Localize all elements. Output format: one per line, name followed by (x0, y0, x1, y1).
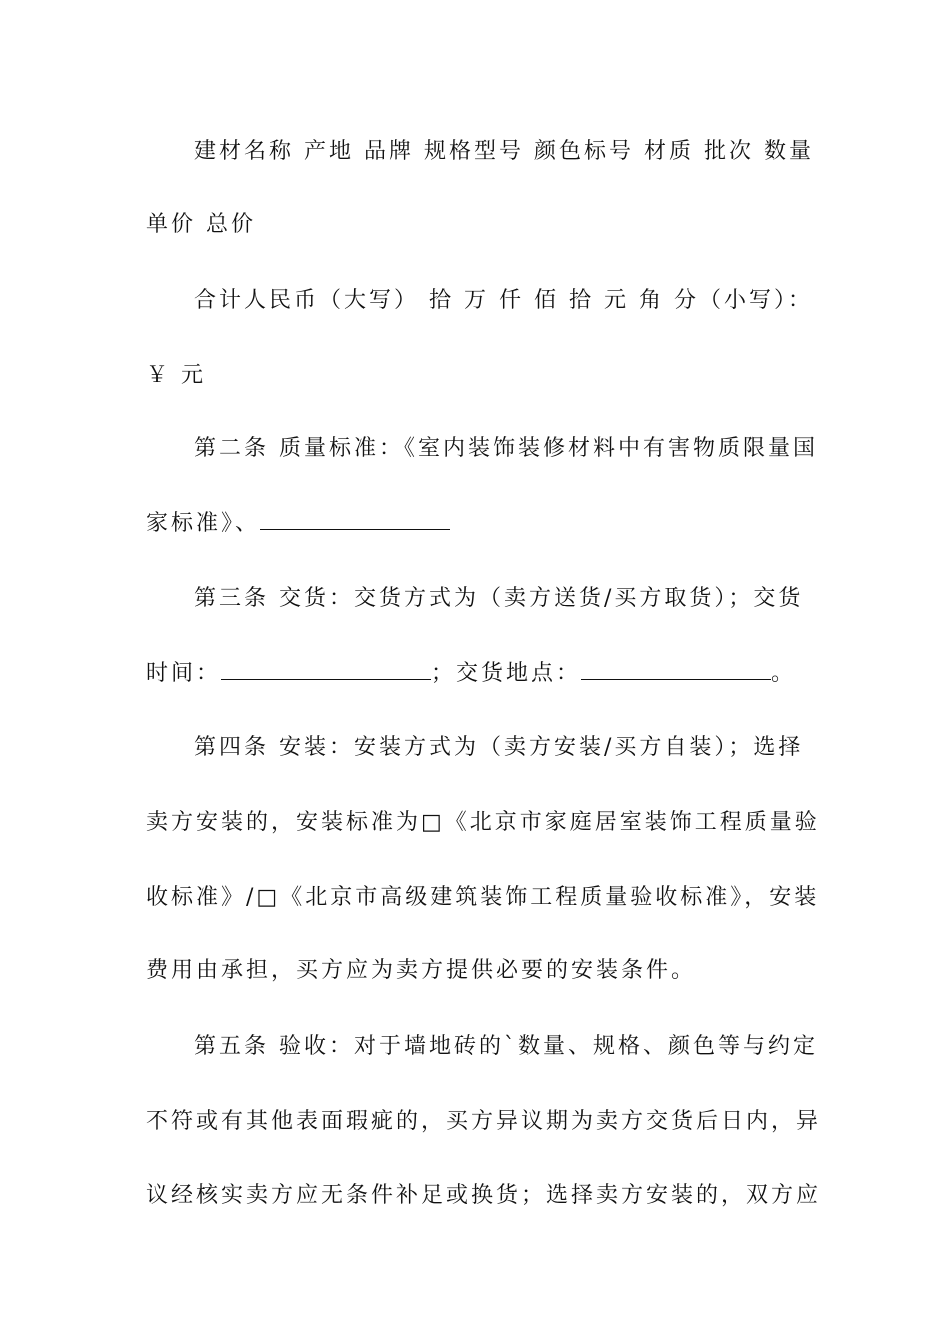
article-2-quality-cont (146, 509, 816, 539)
material-columns-line: 建材名称 产地 品牌 规格型号 颜色标号 材质 批次 数量 (194, 139, 814, 164)
article-4-install: 第四条 安装：安装方式为（卖方安装/买方自装）；选择 (194, 735, 804, 760)
article-5-acceptance: 第五条 验收：对于墙地砖的`数量、规格、颜色等与约定 (194, 1034, 818, 1059)
delivery-time-blank (221, 659, 431, 680)
delivery-place-blank (581, 659, 771, 680)
article-2-quality: 第二条 质量标准：《室内装饰装修材料中有害物质限量国 (194, 436, 818, 461)
article-4-install-cont-3: 费用由承担，买方应为卖方提供必要的安装条件。 (146, 958, 697, 983)
article-4-install-cont-2: 收标准》/□《北京市高级建筑装饰工程质量验收标准》，安装 (146, 885, 820, 910)
delivery-time-label: 时间： (146, 661, 222, 686)
article-5-acceptance-cont-1: 不符或有其他表面瑕疵的，买方异议期为卖方交货后日内，异 (146, 1109, 822, 1134)
article-2-text: 家标准》、 (146, 511, 261, 536)
standard-blank (260, 509, 450, 530)
article-3-delivery-cont (146, 659, 816, 689)
material-columns-line-cont: 单价 总价 (146, 212, 256, 237)
total-amount-line: 合计人民币（大写） 拾 万 仟 佰 拾 元 角 分（小写）： (194, 288, 813, 313)
article-4-install-cont-1: 卖方安装的，安装标准为□《北京市家庭居室装饰工程质量验 (146, 810, 820, 835)
delivery-place-label: ；交货地点： (431, 661, 582, 686)
total-amount-line-cont: ￥ 元 (146, 363, 206, 388)
article-5-acceptance-cont-2: 议经核实卖方应无条件补足或换货；选择卖方安装的，双方应 (146, 1183, 822, 1208)
article-3-delivery: 第三条 交货：交货方式为（卖方送货/买方取货）；交货 (194, 586, 804, 611)
delivery-end-mark: 。 (771, 661, 797, 686)
